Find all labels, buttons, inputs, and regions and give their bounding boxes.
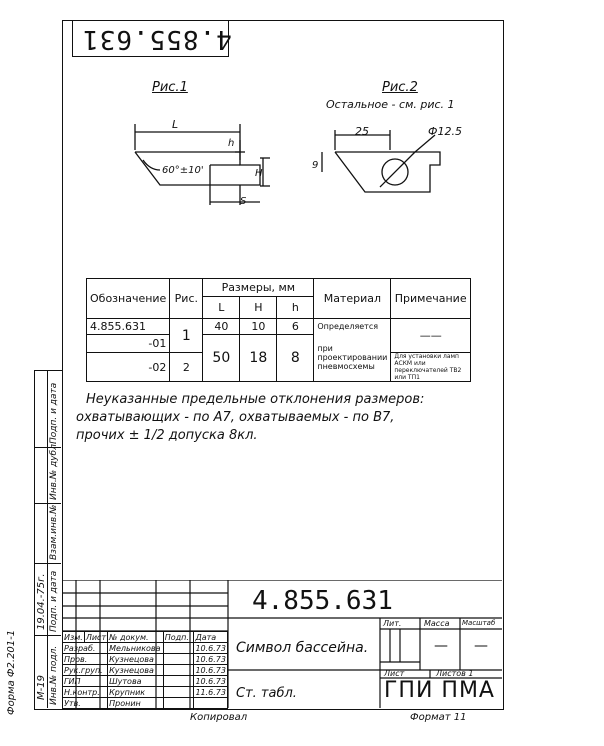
notes-line-3: прочих ± 1/2 допуска 8кл. [76, 428, 258, 443]
notes-line-1: Неуказанные предельные отклонения размеров: [86, 392, 425, 407]
title-col-scale: Масштаб [462, 619, 496, 627]
side-label-replace: Взам.инв.№ [49, 504, 59, 560]
side-label-dup: Инв.№ дубл. [49, 441, 59, 500]
fig1-angle: 60°±10' [162, 165, 204, 176]
name-4: Крупник [108, 687, 164, 698]
date-4: 11.6.73 [195, 687, 226, 697]
table-row-2-designation: -01 [87, 335, 170, 353]
table-row-2-h: 8 [277, 335, 314, 382]
col-list: Лист [85, 632, 107, 642]
col-izm: Изм. [64, 632, 83, 642]
spec-table [86, 278, 471, 382]
fig2-title: Рис.2 [382, 80, 418, 95]
name-5: Пронин [108, 698, 164, 709]
footer-format: Формат 11 [410, 712, 467, 723]
th-sizes: Размеры, мм [203, 279, 314, 297]
th-H: H [240, 297, 277, 319]
fig1-dim-L: L [172, 118, 179, 131]
name-2: Кузнецова [108, 665, 164, 676]
table-row-2-H: 18 [240, 335, 277, 382]
side-label-sign-date-top: Подп. и дата [49, 382, 59, 444]
table-row-1-H: 10 [240, 319, 277, 335]
table-row-3-note: Для установки ламп АСКМ или переключателей ТВ2 или ТП1 [391, 353, 471, 382]
role-2: Рук.груп. [63, 665, 108, 676]
th-note: Примечание [391, 279, 471, 319]
title-name: Символ бассейна. [236, 640, 369, 656]
side-form-label: Форма Ф2.201-1 [6, 629, 17, 715]
table-row-fig-1: 1 [170, 319, 203, 353]
th-L: L [203, 297, 240, 319]
date-2: 10.6.73 [195, 665, 226, 675]
fig2-dim-dia: Ф12.5 [428, 125, 462, 138]
date-5 [194, 698, 228, 709]
table-row-1-L: 40 [203, 319, 240, 335]
table-row-2-material: при проектировании пневмосхемы [314, 335, 391, 382]
table-row-1-h: 6 [277, 319, 314, 335]
table-note-dash: —— [391, 319, 471, 353]
table-row-1-material: Определяется [314, 319, 391, 335]
table-row-3-designation: -02 [87, 353, 170, 382]
role-3: ГИП [63, 676, 108, 687]
role-4: Н.контр. [63, 687, 108, 698]
date-0: 10.6.73 [195, 643, 226, 653]
title-material: Ст. табл. [236, 686, 297, 701]
name-0: Мельникова [108, 643, 164, 654]
date-3: 10.6.73 [195, 676, 226, 686]
fig2-subtitle: Остальное - см. рис. 1 [326, 98, 455, 111]
fig1-dim-h: h [228, 138, 235, 149]
notes-line-2: охватывающих - по А7, охватываемых - по В7, [76, 410, 395, 425]
title-doc-number: 4.855.631 [252, 586, 393, 616]
name-1: Кузнецова [108, 654, 164, 665]
role-1: Пров. [63, 654, 108, 665]
col-sign: Подп. [163, 632, 194, 643]
role-0: Разраб. [63, 643, 108, 654]
th-fig: Рис. [170, 279, 203, 319]
signatures-table [62, 631, 228, 709]
title-mass-dash: — [434, 638, 448, 654]
role-5: Утв. [63, 698, 108, 709]
col-date: Дата [194, 632, 228, 643]
table-row-3-fig: 2 [170, 353, 203, 382]
fig2-dim-25: 25 [355, 125, 369, 138]
th-material: Материал [314, 279, 391, 319]
title-sheets: Листов 1 [436, 669, 474, 678]
side-label-inv: Инв.№ подл. [49, 645, 59, 705]
title-col-lit: Лит. [383, 619, 402, 628]
title-org: ГПИ ПМА [384, 678, 495, 703]
th-designation: Обозначение [87, 279, 170, 319]
th-h: h [277, 297, 314, 319]
table-row-1-designation: 4.855.631 [87, 319, 170, 335]
name-3: Шутова [108, 676, 164, 687]
fig1-dim-S: S [240, 196, 247, 207]
doc-number-rotated: 4.855.631 [82, 24, 232, 54]
fig1-title: Рис.1 [152, 80, 188, 95]
footer-copied: Копировал [190, 712, 248, 723]
fig1-dim-H: H [255, 168, 263, 179]
fig2-dim-9: 9 [312, 160, 319, 171]
col-doc: № докум. [108, 632, 164, 643]
date-1: 10.6.73 [195, 654, 226, 664]
side-inv-value: М-19 [36, 675, 47, 700]
title-scale-dash: — [474, 638, 488, 654]
side-date-value: 19.04.-75г. [36, 573, 47, 630]
table-row-2-L: 50 [203, 335, 240, 382]
title-col-mass: Масса [424, 619, 450, 628]
title-sheet: Лист [384, 669, 405, 678]
side-label-sign-date: Подп. и дата [49, 570, 59, 632]
